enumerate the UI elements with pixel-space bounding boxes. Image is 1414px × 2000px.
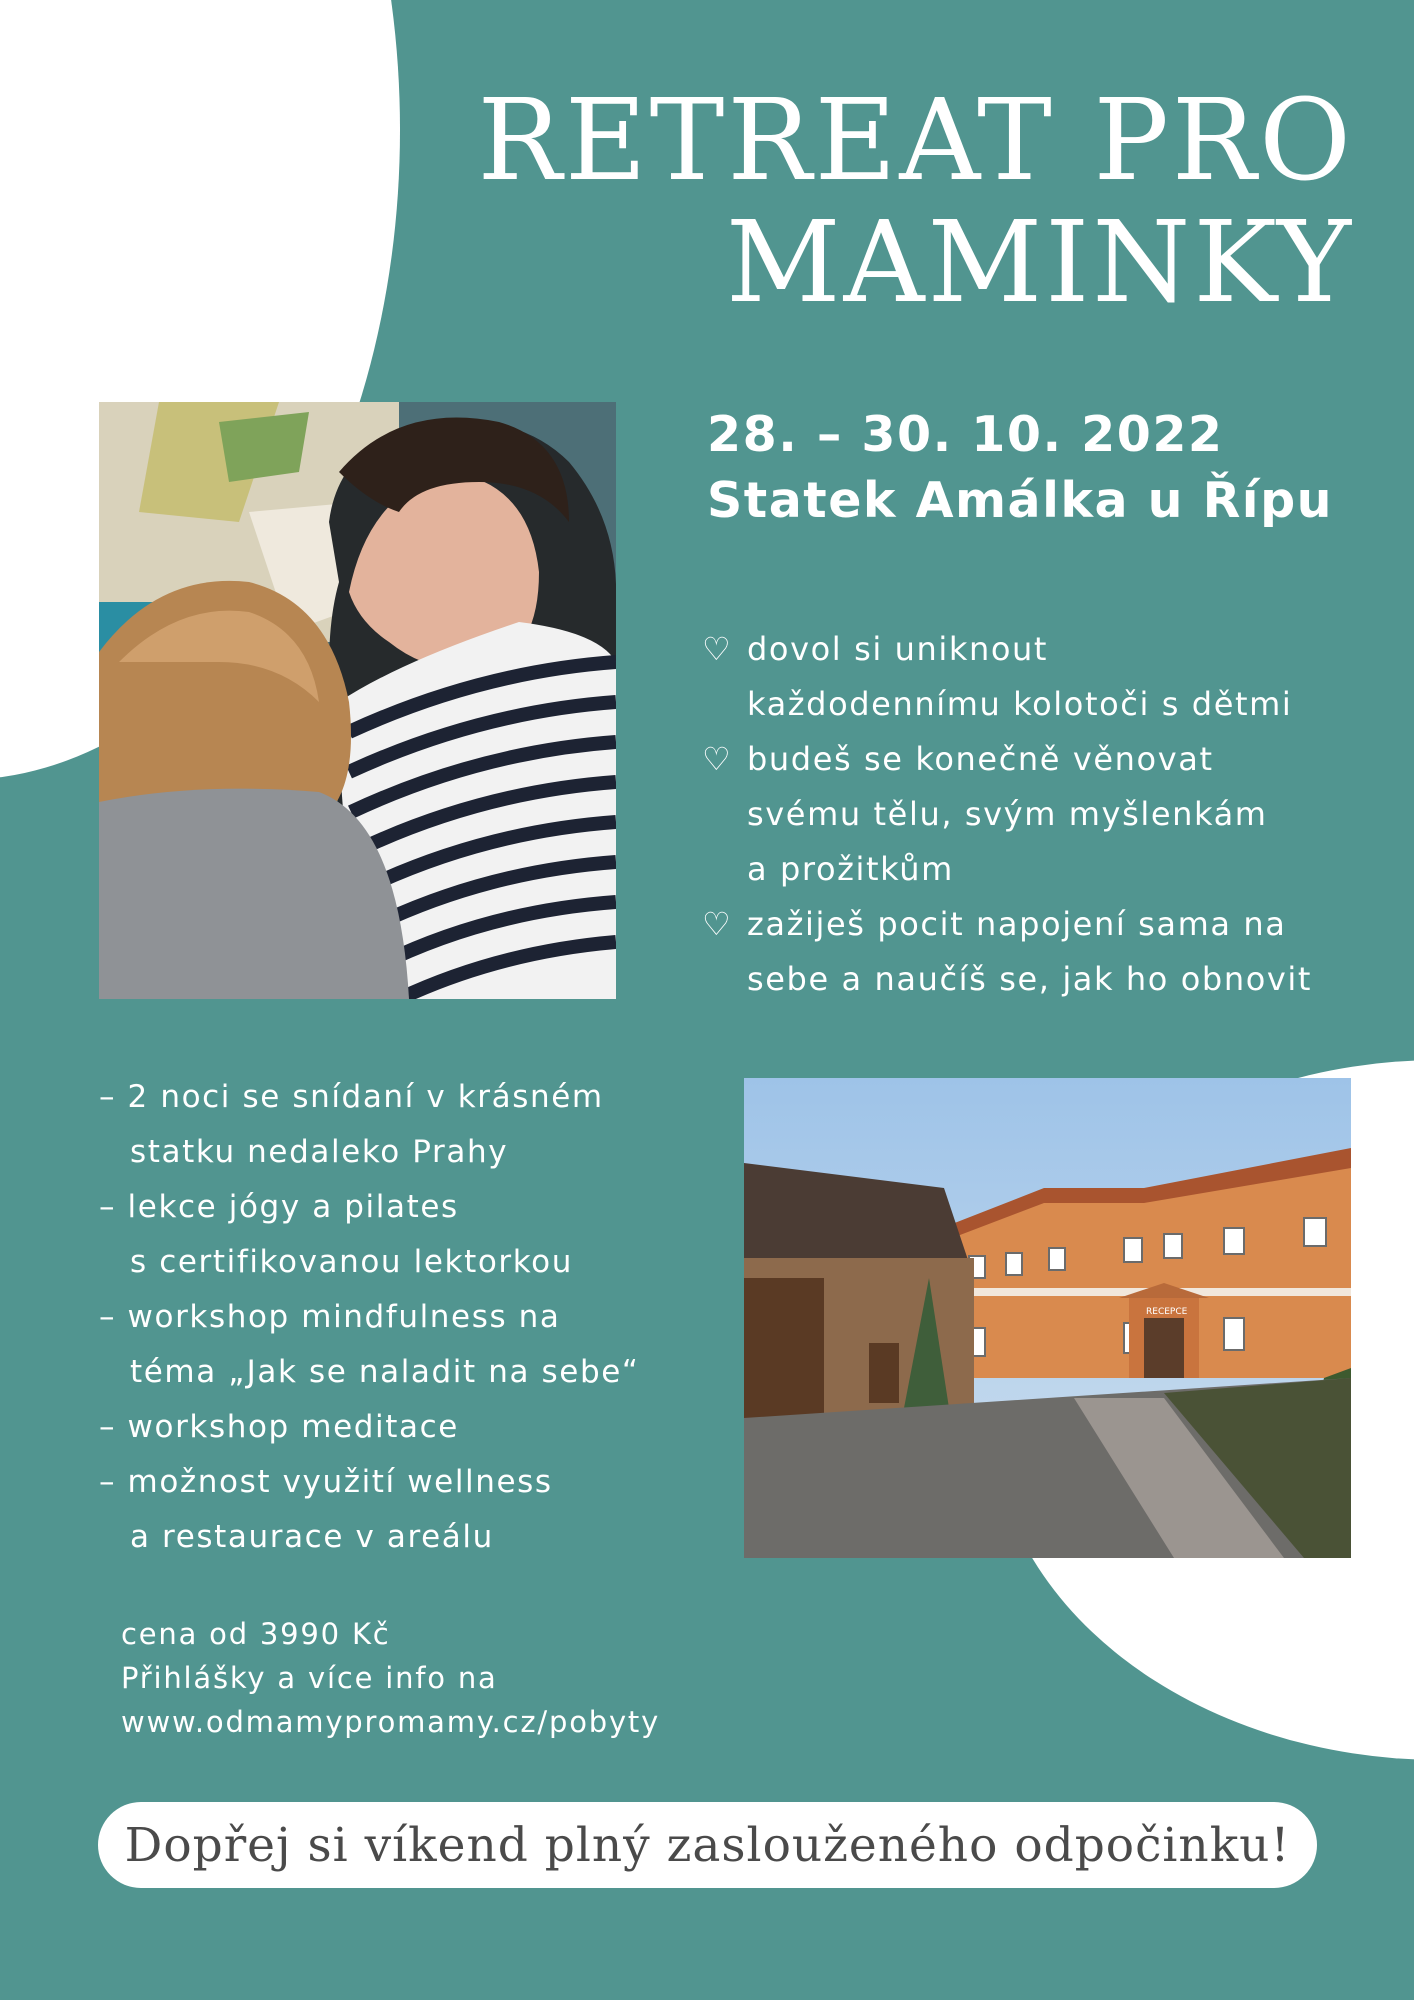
benefit-line: a prožitkům (747, 850, 954, 888)
program-item (99, 1400, 739, 1455)
benefit-item (702, 732, 1392, 897)
heart-icon: ♡ (702, 905, 733, 943)
benefit-line: svému tělu, svým myšlenkám (747, 795, 1268, 833)
benefits-list (702, 622, 1392, 1007)
program-item (99, 1455, 739, 1565)
building-sign: RECEPCE (1146, 1307, 1188, 1317)
poster-title (354, 76, 1354, 328)
program-item (99, 1180, 739, 1290)
benefit-line: sebe a naučíš se, jak ho obnovit (747, 960, 1313, 998)
event-details (707, 402, 1357, 534)
program-list (99, 1070, 739, 1565)
photo-statek-building (744, 1078, 1351, 1558)
heart-icon: ♡ (702, 740, 733, 778)
signup-text: Přihlášky a více info na (121, 1661, 498, 1695)
price-and-contact (121, 1612, 761, 1744)
heart-icon: ♡ (702, 630, 733, 668)
program-item (99, 1070, 739, 1180)
benefit-line: dovol si uniknout (747, 630, 1049, 668)
cta-banner (98, 1802, 1317, 1888)
benefit-line: budeš se konečně věnovat (747, 740, 1214, 778)
price-text: cena od 3990 Kč (121, 1617, 391, 1651)
program-line: – workshop mindfulness na (99, 1299, 561, 1335)
program-line: – možnost využití wellness (99, 1464, 553, 1500)
program-line: téma „Jak se naladit na sebe“ (130, 1354, 640, 1390)
title-line-1: RETREAT PRO (477, 76, 1354, 206)
cta-text: Dopřej si víkend plný zaslouženého odpočinku! (124, 1817, 1291, 1873)
title-line-2: MAMINKY (725, 198, 1354, 328)
event-date: 28. – 30. 10. 2022 (707, 406, 1224, 463)
event-venue: Statek Amálka u Řípu (707, 472, 1334, 529)
program-line: – 2 noci se snídaní v krásném (99, 1079, 604, 1115)
program-line: s certifikovanou lektorkou (130, 1244, 573, 1280)
photo-mother-with-child (99, 402, 616, 999)
program-item (99, 1290, 739, 1400)
website-link[interactable]: www.odmamypromamy.cz/pobyty (121, 1705, 661, 1739)
benefit-item (702, 897, 1392, 1007)
program-line: – workshop meditace (99, 1409, 459, 1445)
benefit-line: každodennímu kolotoči s dětmi (747, 685, 1293, 723)
benefit-line: zažiješ pocit napojení sama na (747, 905, 1287, 943)
program-line: a restaurace v areálu (130, 1519, 494, 1555)
program-line: – lekce jógy a pilates (99, 1189, 459, 1225)
benefit-item (702, 622, 1392, 732)
program-line: statku nedaleko Prahy (130, 1134, 509, 1170)
